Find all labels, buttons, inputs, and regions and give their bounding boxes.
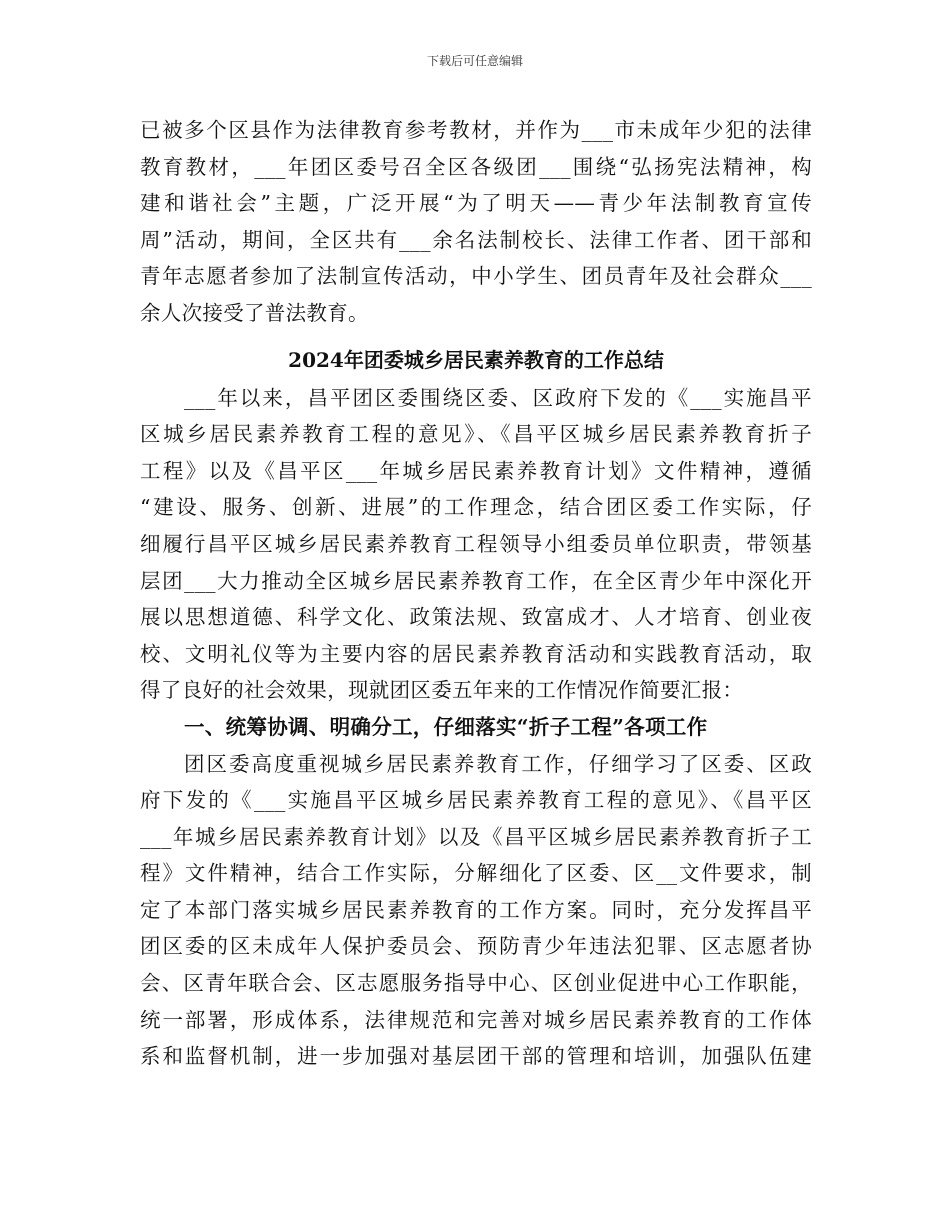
text-line: 层团___大力推动全区城乡居民素养教育工作，在全区青少年中深化开 <box>140 568 812 593</box>
text-line: 青年志愿者参加了法制宣传活动，中小学生、团员青年及社会群众___ <box>140 264 812 289</box>
text-line: 工程》以及《昌平区___年城乡居民素养教育计划》文件精神，遵循 <box>140 458 812 483</box>
text-line: 展以思想道德、科学文化、政策法规、致富成才、人才培育、创业夜 <box>140 605 812 630</box>
text-line: 已被多个区县作为法律教育参考教材，并作为___市未成年少犯的法律 <box>140 118 812 142</box>
text-line: 府下发的《___实施昌平区城乡居民素养教育工程的意见》、《昌平区 <box>140 788 812 813</box>
paragraph-intro <box>140 112 812 332</box>
document-title: 2024年团委城乡居民素养教育的工作总结 <box>288 347 664 372</box>
paragraph-summary <box>140 380 812 709</box>
text-line: 余人次接受了普法教育。 <box>140 300 369 325</box>
text-line: 程》文件精神，结合工作实际，分解细化了区委、区__文件要求，制 <box>140 861 812 886</box>
text-line: ___年以来，昌平团区委围绕区委、区政府下发的《___实施昌平 <box>184 385 812 410</box>
text-line: 教育教材，___年团区委号召全区各级团___围绕“弘扬宪法精神，构 <box>140 154 812 179</box>
text-line: 定了本部门落实城乡居民素养教育的工作方案。同时，充分发挥昌平 <box>140 897 812 922</box>
text-line: 区城乡居民素养教育工程的意见》、《昌平区城乡居民素养教育折子 <box>140 422 812 447</box>
document-body <box>140 112 812 1075</box>
page-header: 下载后可任意编辑 <box>426 54 523 68</box>
text-line: ___年城乡居民素养教育计划》以及《昌平区城乡居民素养教育折子工 <box>140 824 812 849</box>
text-line: 会、区青年联合会、区志愿服务指导中心、区创业促进中心工作职能， <box>140 971 812 996</box>
text-line: 团区委高度重视城乡居民素养教育工作，仔细学习了区委、区政 <box>184 751 812 776</box>
text-line: 校、文明礼仪等为主要内容的居民素养教育活动和实践教育活动，取 <box>140 641 812 666</box>
text-line: “建设、服务、创新、进展”的工作理念，结合团区委工作实际，仔 <box>140 495 812 520</box>
text-line: 系和监督机制，进一步加强对基层团干部的管理和培训，加强队伍建 <box>140 1044 812 1069</box>
text-line: 周”活动，期间，全区共有___余名法制校长、法律工作者、团干部和 <box>140 227 812 252</box>
text-line: 统一部署，形成体系，法律规范和完善对城乡居民素养教育的工作体 <box>140 1007 812 1032</box>
text-line: 团区委的区未成年人保护委员会、预防青少年违法犯罪、区志愿者协 <box>140 934 812 959</box>
paragraph-section-1 <box>140 746 812 1075</box>
text-line: 得了良好的社会效果，现就团区委五年来的工作情况作简要汇报： <box>140 678 744 703</box>
section-heading: 一、统筹协调、明确分工，仔细落实“折子工程”各项工作 <box>184 714 708 739</box>
text-line: 建和谐社会”主题，广泛开展“为了明天——青少年法制教育宣传 <box>140 191 812 216</box>
text-line: 细履行昌平区城乡居民素养教育工程领导小组委员单位职责，带领基 <box>140 531 812 556</box>
